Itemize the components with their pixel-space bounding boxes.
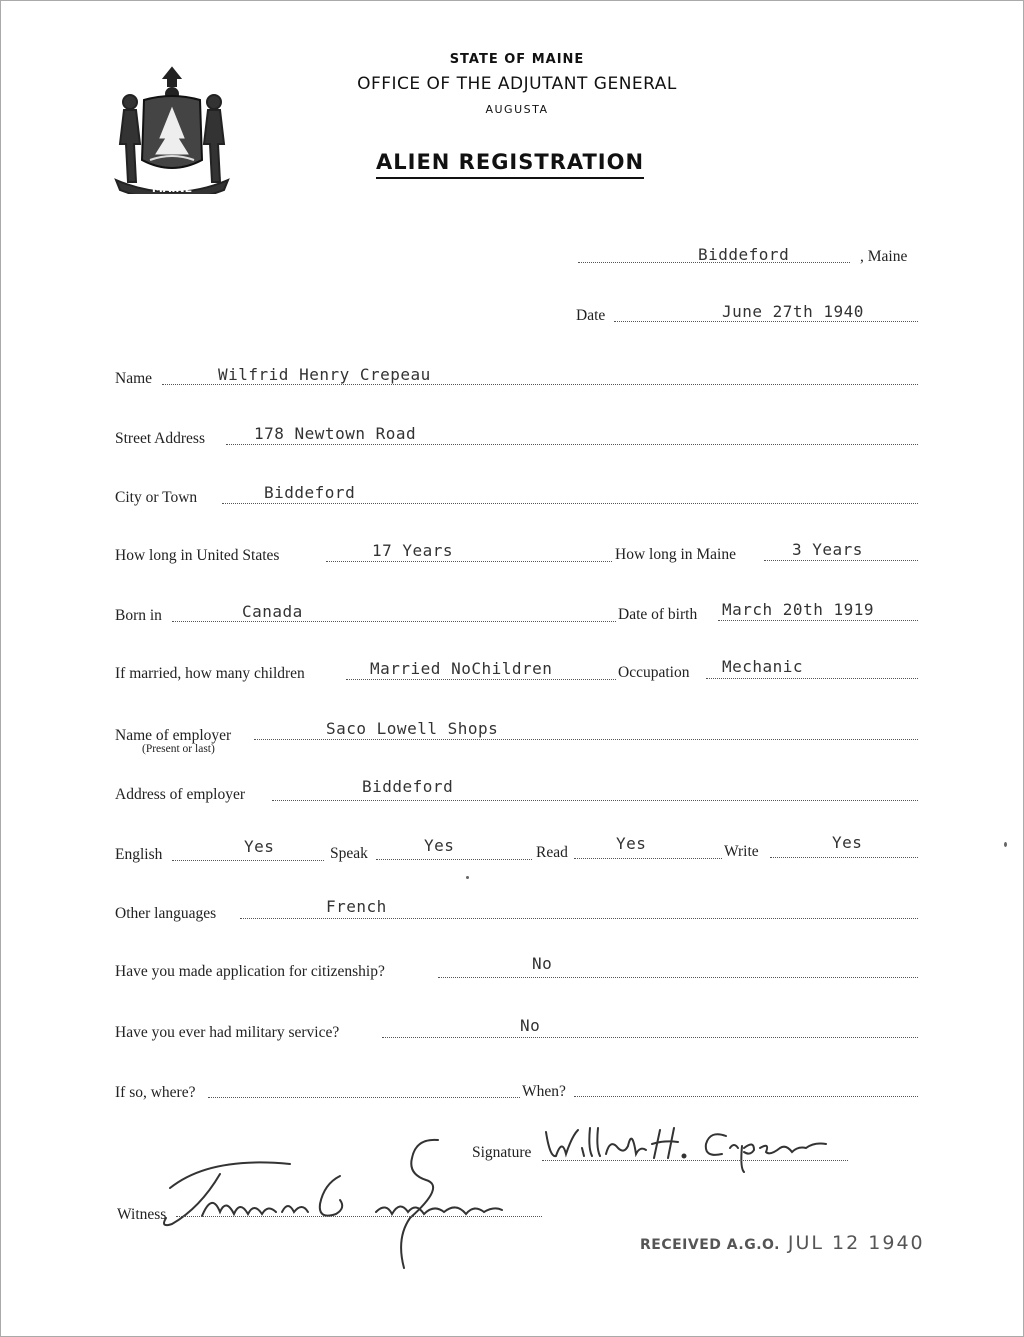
in-maine-label: How long in Maine	[615, 546, 736, 563]
place-suffix: , Maine	[860, 248, 908, 265]
read-line	[574, 858, 722, 859]
citizenship-value: No	[532, 954, 553, 973]
city-label: City or Town	[115, 489, 198, 506]
occupation-line	[706, 678, 918, 679]
received-stamp	[640, 1232, 925, 1254]
children-value: Married NoChildren	[370, 659, 553, 678]
paper-speck	[1004, 842, 1007, 847]
name-value: Wilfrid Henry Crepeau	[218, 365, 431, 384]
city-line	[222, 503, 918, 504]
where-label: If so, where?	[115, 1084, 196, 1101]
where-line	[208, 1097, 520, 1098]
write-value: Yes	[832, 833, 863, 852]
employer-line	[254, 739, 918, 740]
born-value: Canada	[242, 602, 303, 621]
english-line	[172, 860, 324, 861]
employer-label: Name of employer	[115, 727, 232, 744]
write-label: Write	[724, 843, 759, 860]
signature-label: Signature	[472, 1144, 532, 1161]
employer-address-label: Address of employer	[115, 786, 245, 803]
other-languages-line	[240, 918, 918, 919]
born-label: Born in	[115, 607, 162, 624]
city-heading: AUGUSTA	[485, 103, 549, 116]
when-label: When?	[522, 1083, 566, 1100]
name-line	[162, 384, 918, 385]
applicant-signature	[540, 1118, 860, 1174]
received-stamp-label: RECEIVED A.G.O.	[640, 1237, 780, 1253]
other-languages-label: Other languages	[115, 905, 217, 922]
employer-sublabel: (Present or last)	[142, 743, 215, 755]
date-value: June 27th 1940	[722, 302, 864, 321]
name-label: Name	[115, 370, 153, 387]
english-label: English	[115, 846, 163, 863]
witness-signature	[150, 1128, 550, 1278]
children-label: If married, how many children	[115, 665, 305, 682]
date-label: Date	[576, 307, 606, 324]
speak-value: Yes	[424, 836, 455, 855]
in-maine-value: 3 Years	[792, 540, 863, 559]
children-line	[346, 679, 616, 680]
witness-label: Witness	[117, 1206, 167, 1223]
paper-speck	[466, 876, 469, 879]
signature-line	[542, 1160, 848, 1161]
speak-label: Speak	[330, 845, 368, 862]
street-value: 178 Newtown Road	[254, 424, 417, 443]
office-heading: OFFICE OF THE ADJUTANT GENERAL	[357, 74, 677, 94]
military-line	[382, 1037, 918, 1038]
form-title: ALIEN REGISTRATION	[376, 150, 644, 179]
dob-value: March 20th 1919	[722, 600, 874, 619]
english-value: Yes	[244, 837, 275, 856]
write-line	[770, 857, 918, 858]
city-value: Biddeford	[264, 483, 356, 502]
street-line	[226, 444, 918, 445]
received-stamp-date: JUL 12 1940	[787, 1232, 925, 1254]
read-label: Read	[536, 844, 568, 861]
when-line	[574, 1096, 918, 1097]
read-value: Yes	[616, 834, 647, 853]
employer-value: Saco Lowell Shops	[326, 719, 499, 738]
occupation-label: Occupation	[618, 664, 690, 681]
place-value: Biddeford	[698, 245, 790, 264]
date-line	[614, 321, 918, 322]
military-label: Have you ever had military service?	[115, 1024, 340, 1041]
military-value: No	[520, 1016, 541, 1035]
dob-line	[718, 620, 918, 621]
in-us-line	[326, 561, 612, 562]
witness-line	[176, 1216, 542, 1217]
citizenship-line	[438, 977, 918, 978]
speak-line	[376, 859, 532, 860]
citizenship-label: Have you made application for citizenship?	[115, 963, 385, 980]
born-line	[172, 621, 616, 622]
in-us-label: How long in United States	[115, 547, 280, 564]
employer-address-value: Biddeford	[362, 777, 454, 796]
street-label: Street Address	[115, 430, 205, 447]
other-languages-value: French	[326, 897, 387, 916]
in-maine-line	[764, 560, 918, 561]
occupation-value: Mechanic	[722, 657, 804, 676]
in-us-value: 17 Years	[372, 541, 454, 560]
employer-address-line	[272, 800, 918, 801]
dob-label: Date of birth	[618, 606, 698, 623]
state-heading: STATE OF MAINE	[449, 52, 585, 67]
seal-banner-text: MAINE	[151, 182, 193, 194]
